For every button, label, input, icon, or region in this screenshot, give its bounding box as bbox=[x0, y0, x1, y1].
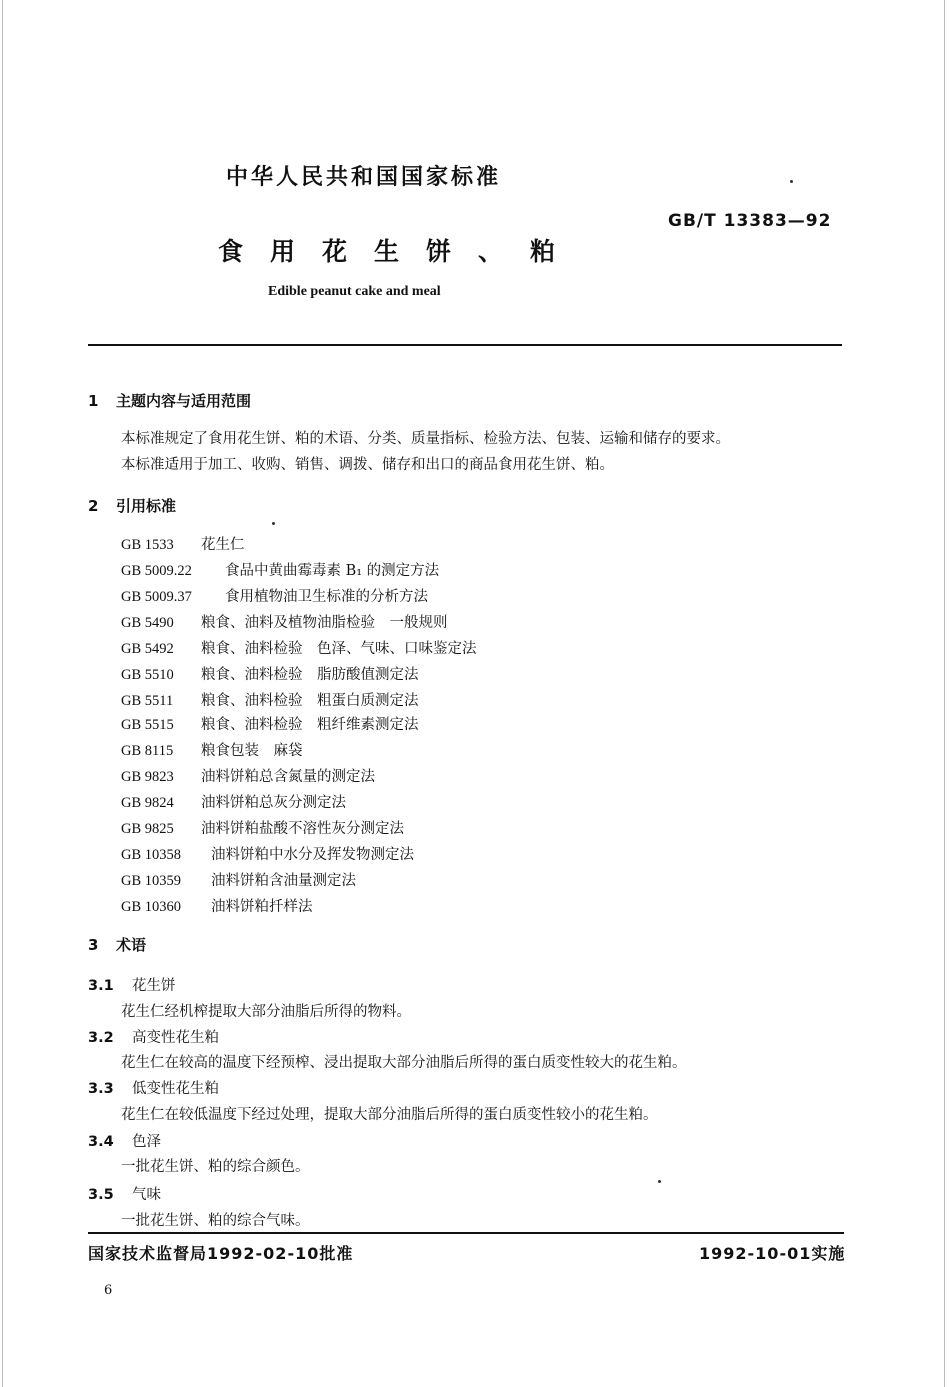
reference-code: GB 9825 bbox=[121, 821, 174, 837]
reference-code: GB 5492 bbox=[121, 641, 174, 657]
term-definition: 一批花生饼、粕的综合气味。 bbox=[121, 1213, 310, 1229]
reference-code: GB 5490 bbox=[121, 615, 174, 631]
reference-item bbox=[121, 713, 419, 734]
reference-item bbox=[121, 559, 439, 580]
section-title: 术语 bbox=[116, 936, 147, 954]
reference-code: GB 5510 bbox=[121, 667, 174, 683]
reference-title: 花生仁 bbox=[201, 537, 245, 553]
term-number: 3.3 bbox=[88, 1081, 114, 1097]
reference-item bbox=[121, 843, 414, 864]
term-number: 3.2 bbox=[88, 1030, 114, 1046]
national-standard-heading: 中华人民共和国国家标准 bbox=[226, 165, 502, 190]
scan-speck bbox=[658, 1180, 661, 1183]
section-number: 3 bbox=[88, 936, 99, 954]
reference-title: 食用植物油卫生标准的分析方法 bbox=[225, 589, 428, 605]
reference-code: GB 9823 bbox=[121, 769, 174, 785]
reference-item bbox=[121, 791, 346, 812]
reference-title: 粮食、油料检验 粗纤维素测定法 bbox=[201, 717, 419, 733]
reference-title: 油料饼粕总含氮量的测定法 bbox=[201, 769, 375, 785]
section-1-paragraph-2: 本标准适用于加工、收购、销售、调拨、储存和出口的商品食用花生饼、粕。 bbox=[121, 457, 614, 473]
reference-code: GB 5511 bbox=[121, 693, 174, 709]
section-title: 引用标准 bbox=[116, 497, 177, 515]
reference-code: GB 5009.22 bbox=[121, 563, 192, 579]
term-definition: 花生仁在较高的温度下经预榨、浸出提取大部分油脂后所得的蛋白质变性较大的花生粕。 bbox=[121, 1055, 687, 1071]
reference-code: GB 5009.37 bbox=[121, 589, 192, 605]
document-title: 食用花生饼、粕 bbox=[218, 237, 583, 266]
reference-code: GB 10358 bbox=[121, 847, 182, 863]
section-2-heading bbox=[88, 495, 176, 516]
reference-item bbox=[121, 895, 313, 916]
reference-code: GB 5515 bbox=[121, 717, 174, 733]
reference-item bbox=[121, 869, 356, 890]
reference-title: 油料饼粕中水分及挥发物测定法 bbox=[211, 847, 414, 863]
footer-divider bbox=[88, 1232, 844, 1234]
effective-date: 1992-10-01实施 bbox=[699, 1244, 846, 1263]
reference-code: GB 10359 bbox=[121, 873, 182, 889]
scan-edge-right bbox=[944, 0, 945, 1387]
reference-title: 食品中黄曲霉毒素 B₁ 的测定方法 bbox=[225, 563, 440, 579]
reference-title: 油料饼粕含油量测定法 bbox=[211, 873, 356, 889]
reference-code: GB 10360 bbox=[121, 899, 182, 915]
reference-title: 油料饼粕总灰分测定法 bbox=[201, 795, 346, 811]
term-number: 3.1 bbox=[88, 978, 114, 994]
document-title-english: Edible peanut cake and meal bbox=[268, 284, 441, 299]
term-heading bbox=[88, 1026, 219, 1047]
term-number: 3.5 bbox=[88, 1187, 114, 1203]
reference-title: 粮食、油料检验 色泽、气味、口味鉴定法 bbox=[201, 641, 477, 657]
reference-item bbox=[121, 765, 375, 786]
scan-speck bbox=[272, 522, 275, 525]
reference-item bbox=[121, 817, 404, 838]
term-name: 色泽 bbox=[132, 1134, 161, 1150]
term-name: 低变性花生粕 bbox=[132, 1081, 219, 1097]
reference-code: GB 8115 bbox=[121, 743, 174, 759]
section-number: 1 bbox=[88, 392, 99, 410]
term-heading bbox=[88, 1077, 219, 1098]
section-title: 主题内容与适用范围 bbox=[116, 392, 252, 410]
term-name: 高变性花生粕 bbox=[132, 1030, 219, 1046]
reference-title: 油料饼粕扦样法 bbox=[211, 899, 313, 915]
reference-item bbox=[121, 689, 419, 710]
term-name: 气味 bbox=[132, 1187, 161, 1203]
term-heading bbox=[88, 974, 176, 995]
page-number: 6 bbox=[104, 1283, 113, 1298]
term-definition: 一批花生饼、粕的综合颜色。 bbox=[121, 1159, 310, 1175]
standard-code: GB/T 13383—92 bbox=[668, 211, 832, 231]
reference-title: 粮食、油料检验 粗蛋白质测定法 bbox=[201, 693, 419, 709]
term-heading bbox=[88, 1130, 161, 1151]
term-number: 3.4 bbox=[88, 1134, 114, 1150]
term-heading bbox=[88, 1183, 161, 1204]
section-number: 2 bbox=[88, 497, 99, 515]
reference-item bbox=[121, 663, 419, 684]
reference-title: 粮食、油料检验 脂肪酸值测定法 bbox=[201, 667, 419, 683]
section-1-heading bbox=[88, 390, 251, 411]
term-definition: 花生仁经机榨提取大部分油脂后所得的物料。 bbox=[121, 1004, 411, 1020]
reference-title: 油料饼粕盐酸不溶性灰分测定法 bbox=[201, 821, 404, 837]
reference-code: GB 1533 bbox=[121, 537, 174, 553]
scan-speck bbox=[790, 180, 793, 183]
header-divider bbox=[88, 344, 842, 346]
approval-date: 国家技术监督局1992-02-10批准 bbox=[88, 1244, 354, 1263]
scan-edge-left bbox=[2, 0, 3, 1387]
section-3-heading bbox=[88, 934, 146, 955]
reference-item bbox=[121, 637, 477, 658]
reference-title: 粮食、油料及植物油脂检验 一般规则 bbox=[201, 615, 448, 631]
reference-item bbox=[121, 585, 428, 606]
section-1-paragraph-1: 本标准规定了食用花生饼、粕的术语、分类、质量指标、检验方法、包装、运输和储存的要求。 bbox=[121, 431, 730, 447]
reference-title: 粮食包装 麻袋 bbox=[201, 743, 303, 759]
reference-item bbox=[121, 533, 245, 554]
reference-item bbox=[121, 611, 448, 632]
reference-code: GB 9824 bbox=[121, 795, 174, 811]
reference-item bbox=[121, 739, 303, 760]
term-name: 花生饼 bbox=[132, 978, 176, 994]
term-definition: 花生仁在较低温度下经过处理，提取大部分油脂后所得的蛋白质变性较小的花生粕。 bbox=[121, 1107, 658, 1123]
